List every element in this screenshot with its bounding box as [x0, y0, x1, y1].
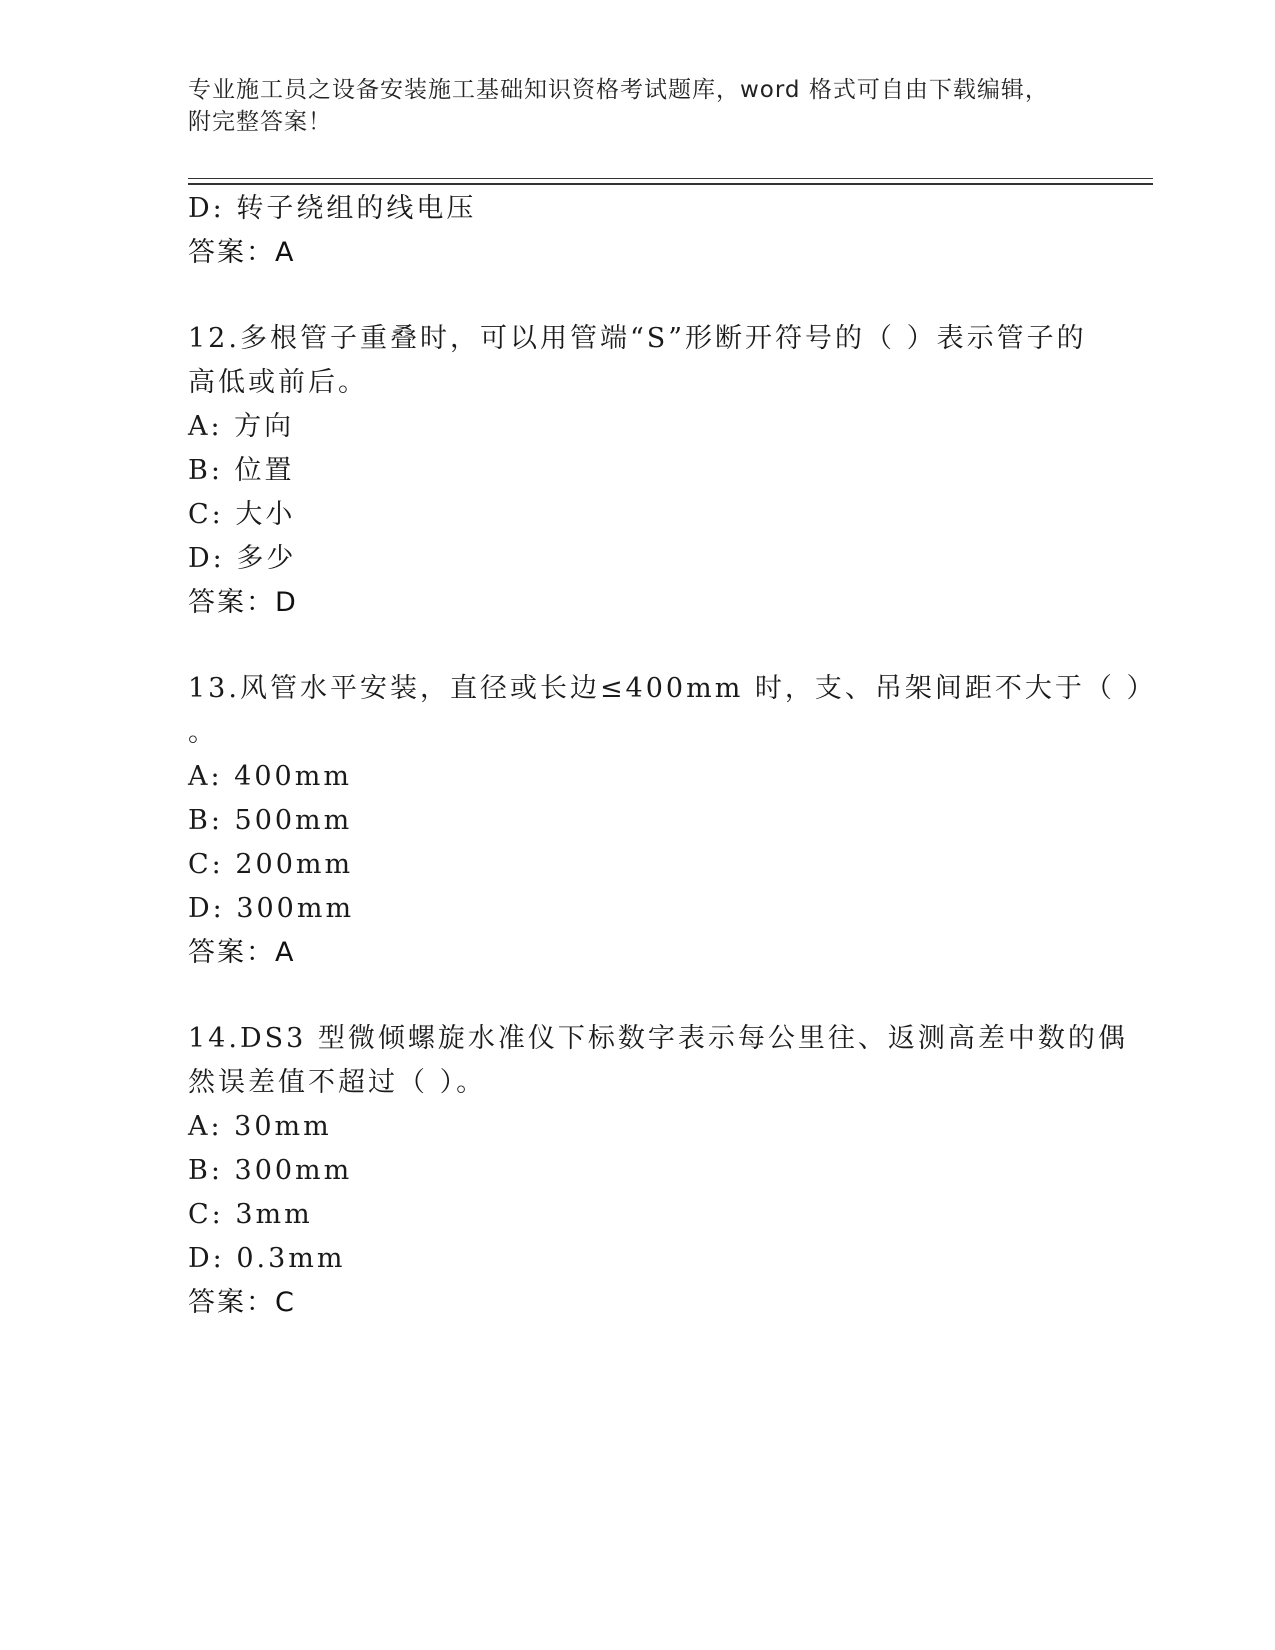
- q13-stem-line-2: 。: [188, 717, 218, 748]
- q14-stem-line-2: 然误差值不超过（ ）。: [188, 1067, 487, 1098]
- q14-option-c: C: 3mm: [188, 1199, 313, 1230]
- q14-option-b: B: 300mm: [188, 1155, 353, 1186]
- q12-stem-line-2: 高低或前后。: [188, 367, 368, 398]
- header-line-1: 专业施工员之设备安装施工基础知识资格考试题库，word 格式可自由下载编辑，: [188, 77, 1049, 103]
- q13-answer: 答案：A: [188, 937, 296, 968]
- document-header: [188, 74, 1088, 138]
- q13-stem-line-1: 13.风管水平安装，直径或长边≤400mm 时，支、吊架间距不大于（ ）: [188, 673, 1157, 704]
- prev-option-d: D: 转子绕组的线电压: [188, 193, 477, 224]
- header-line-2: 附完整答案！: [188, 109, 332, 135]
- prev-answer: 答案：A: [188, 237, 296, 268]
- q14-option-d: D: 0.3mm: [188, 1243, 346, 1274]
- q14-stem-line-1: 14.DS3 型微倾螺旋水准仪下标数字表示每公里往、返测高差中数的偶: [188, 1023, 1128, 1054]
- q13-option-c: C: 200mm: [188, 849, 354, 880]
- q13-option-b: B: 500mm: [188, 805, 353, 836]
- q12-option-c: C: 大小: [188, 499, 296, 530]
- q12-stem-line-1: 12.多根管子重叠时，可以用管端“S”形断开符号的（ ）表示管子的: [188, 323, 1087, 354]
- q13-option-d: D: 300mm: [188, 893, 355, 924]
- q12-answer: 答案：D: [188, 587, 298, 618]
- q12-option-a: A: 方向: [188, 411, 295, 442]
- q14-option-a: A: 30mm: [188, 1111, 332, 1142]
- q14-answer: 答案：C: [188, 1287, 296, 1318]
- header-divider-thick: [188, 183, 1153, 185]
- header-divider-thin: [188, 178, 1153, 179]
- q13-option-a: A: 400mm: [188, 761, 352, 792]
- q12-option-d: D: 多少: [188, 543, 297, 574]
- q12-option-b: B: 位置: [188, 455, 295, 486]
